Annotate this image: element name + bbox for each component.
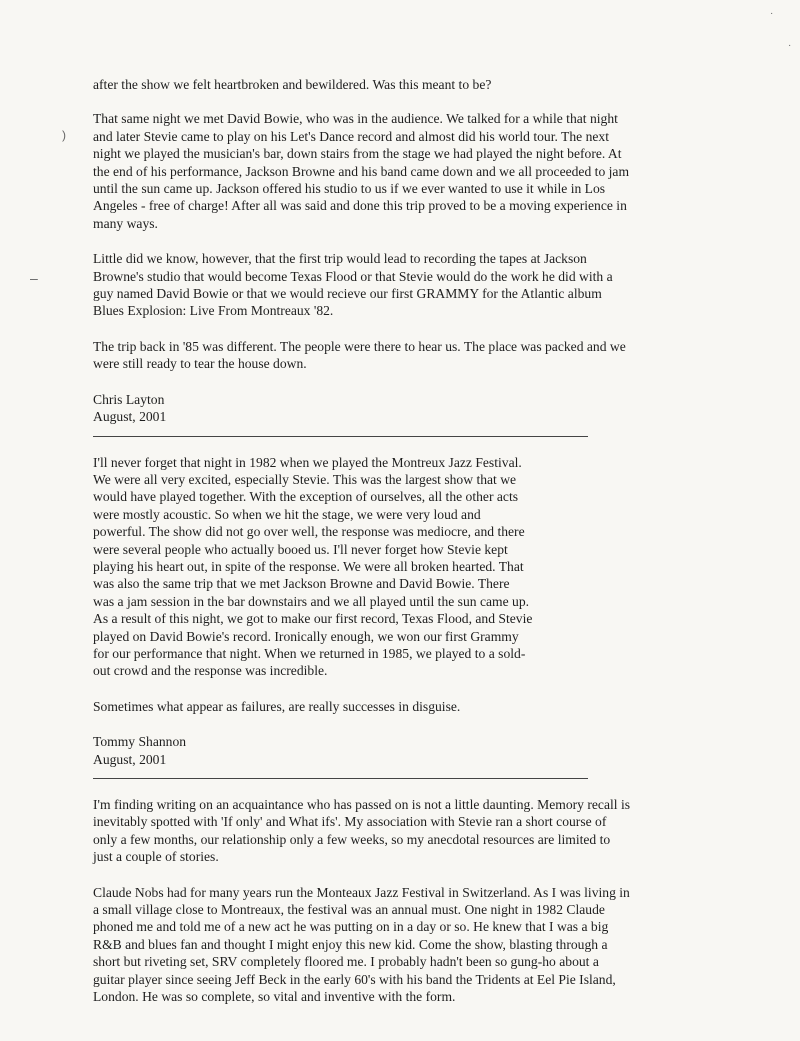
document-body xyxy=(93,76,633,1023)
paragraph: That same night we met David Bowie, who was in the audience. We talked for a while that night and later Stevie came to play on his Let's Dance record and almost did his world tour. The next night we played the musician's bar, down stairs from the stage we had played the night before. At the end of his performance, Jackson Browne and his band came down and we all proceeded to jam until the sun came up. Jackson offered his studio to us if we ever wanted to use it while in Los Angeles - free of charge! After all was said and done this trip proved to be a moving experience in many ways. xyxy=(93,111,630,231)
section-tommy-shannon xyxy=(93,454,533,780)
paragraph: I'm finding writing on an acquaintance who has passed on is not a little daunting. Memory recall is inevitably spotted with 'If only' and What ifs'. My association with Stevie ran a short course of only a few months, our relationship only a few weeks, so my anecdotal resources are limited to just a couple of stories. xyxy=(93,797,631,865)
section-chris-layton xyxy=(93,76,633,437)
author-name: Chris Layton xyxy=(93,391,165,407)
author-date: August, 2001 xyxy=(93,751,167,767)
paragraph: I'll never forget that night in 1982 when we played the Montreux Jazz Festival. We were all very excited, especially Stevie. This was the largest show that we would have played together. With the exception of ourselves, all the other acts were mostly acoustic. So when we hit the stage, we were very loud and powerful. The show did not go over well, the response was mediocre, and there were several people who actually booed us. I'll never forget how Stevie kept playing his heart out, in spite of the response. We were all broken hearted. That was also the same trip that we met Jackson Browne and David Bowie. There was a jam session in the bar downstairs and we all played until the sun came up. As a result of this night, we got to make our first record, Texas Flood, and Stevie played on David Bowie's record. Ironically enough, we won our first Grammy for our performance that night. When we returned in 1985, we played to a sold-out crowd and the response was incredible. xyxy=(93,454,533,679)
signature-block xyxy=(93,391,633,426)
author-date: August, 2001 xyxy=(93,409,167,425)
section-divider xyxy=(93,778,588,779)
paragraph: The trip back in '85 was different. The people were there to hear us. The place was packed and we were still ready to tear the house down. xyxy=(93,338,626,372)
section-divider xyxy=(93,436,588,437)
paragraph: Little did we know, however, that the first trip would lead to recording the tapes at Jackson Browne's studio that would become Texas Flood or that Stevie would do the work he did with a guy named David Bowie or that we would recieve our first GRAMMY for the Atlantic album Blues Explosion: Live From Montreaux '82. xyxy=(93,251,613,319)
corner-dot: · xyxy=(770,8,774,19)
signature-block xyxy=(93,733,533,768)
margin-dash: – xyxy=(30,270,38,286)
author-name: Tommy Shannon xyxy=(93,734,187,750)
paragraph: after the show we felt heartbroken and bewildered. Was this meant to be? xyxy=(93,77,492,92)
pen-mark: ) xyxy=(62,128,66,142)
paragraph: Claude Nobs had for many years run the Monteaux Jazz Festival in Switzerland. As I was living in a small village close to Montreaux, the festival was an annual must. One night in 1982 Claude phoned me and told me of a new act he was putting on in a day or so. He knew that I was a big R&B and blues fan and thought I might enjoy this new kid. Come the show, blasting through a short but riveting set, SRV completely floored me. I probably hadn't been so gung-ho about a guitar player since seeing Jeff Beck in the early 60's with his band the Tridents at Eel Pie Island, London. He was so complete, so vital and inventive with the form. xyxy=(93,884,630,1005)
paragraph: Sometimes what appear as failures, are really successes in disguise. xyxy=(93,698,461,714)
section-anecdote xyxy=(93,796,633,1005)
corner-dot: · xyxy=(788,40,792,51)
